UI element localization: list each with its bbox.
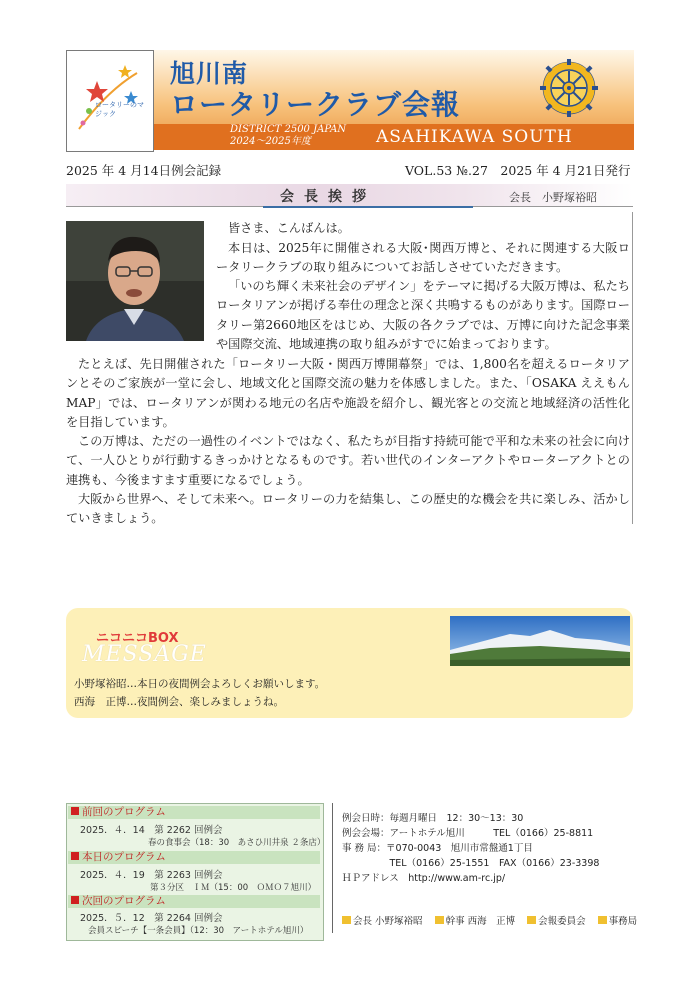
message-line: 西海 正博…夜間例会、楽しみましょうね。 [74,696,284,708]
masthead-title-line1: 旭川南 [170,59,249,88]
role-item: 会報委員会 [538,916,586,927]
square-bullet-icon [435,916,444,924]
office-phone: TEL（0166）25-1551 FAX（0166）23-3398 [342,858,600,869]
speaker-name: 会長 小野塚裕昭 [509,191,597,204]
club-logo [66,50,154,152]
square-bullet-icon [342,916,351,924]
president-photo [66,221,204,341]
section-title-underline [263,206,473,208]
rotary-wheel-icon [539,58,599,118]
greeting-paragraph: 皆さま、こんばんは。 [228,221,350,235]
program-line: 2025．４．14 第 2262 回例会 [80,825,223,836]
message-watermark: MESSAGE [82,642,207,667]
program-detail: 春の食事会（18：30 あさひ川井泉 ２条店） [148,838,326,848]
district-line1: DISTRICT 2500 JAPAN [230,124,347,135]
district-label [230,124,346,148]
program-heading-today: 本日のプログラム [68,851,320,864]
square-bullet-icon [598,916,607,924]
column-divider [632,212,633,524]
square-bullet-icon [71,896,79,904]
role-item: 幹事 西海 正博 [445,916,516,927]
meeting-record-date: 2025 年 4 月14日例会記録 [66,163,222,178]
roles-legend [342,913,637,927]
greeting-paragraph: この万博は、ただの一過性のイベントではなく、私たちが目指す持続可能で平和な未来の社会に向けて、一人ひとりが行動するきっかけとなるものです。若い世代のインターアクトやローターアクトとの連携も、今後ますます重要になるでしょう。 [66,434,630,487]
mountain-photo [450,616,630,666]
homepage-address[interactable]: ＨＰアドレス http://www.am-rc.jp/ [342,873,506,884]
message-line: 小野塚裕昭…本日の夜間例会よろしくお願いします。 [74,678,326,690]
square-bullet-icon [71,807,79,815]
program-detail: 第３分区 ＩＭ（15：00 ＯＭＯ７旭川） [150,883,317,893]
office-address: 事 務 局：〒070-0043 旭川市常盤通1丁目 [342,843,533,854]
program-heading-previous: 前回のプログラム [68,806,320,819]
club-name: ASAHIKAWA SOUTH [376,127,573,147]
masthead-title-line2: ロータリークラブ会報 [170,88,461,121]
role-item: 事務局 [608,916,638,927]
greeting-paragraph: 「いのち輝く未来社会のデザイン」をテーマに掲げる大阪万博は、私たちロータリアンが掲げる奉仕の理念と深く共鳴するものがあります。国際ロータリー第2660地区をはじめ、大阪の各クラブでは、万博に向けた記念事業や国際交流、地域連携の取り組みがすでに始まっております。 [216,279,630,352]
greeting-paragraph: 本日は、2025年に開催される大阪･関西万博と、それに関連する大阪ロータリークラブの取り組みについてお話しさせていただきます。 [216,240,630,274]
program-line: 2025．５．12 第 2264 回例会 [80,913,223,924]
program-heading-next: 次回のプログラム [68,895,320,908]
greeting-paragraph: たとえば、先日開催された「ロータリー大阪・関西万博開幕祭」では、1,800名を超えるロータリアンとそのご家族が一堂に会し、地域文化と国際交流の魅力を体感しました。また、「OSAKA ええもん MAP」では、ロータリアンが関わる地元の名店や施設を紹介し、観光客との交流と地域経済の活性化を目指しています。 [66,357,630,430]
section-title: 会長挨拶 [280,189,376,205]
district-line2: 2024～2025年度 [230,136,311,147]
info-divider [332,803,333,933]
square-bullet-icon [71,852,79,860]
greeting-paragraph: 大阪から世界へ、そして未来へ。ロータリーの力を結集し、この歴史的な機会を共に楽しみ、活かしていきましょう。 [66,492,630,526]
issue-info: VOL.53 №.27 2025 年 4 月21日発行 [405,163,631,178]
meeting-time: 例会日時：毎週月曜日 12：30～13：30 [342,813,524,824]
logo-caption: ロータリーのマジック [95,101,144,118]
role-item: 会長 小野塚裕昭 [353,916,423,927]
program-line: 2025．４．19 第 2263 回例会 [80,870,223,881]
nikoniko-title: ニコニコBOX [96,631,179,646]
square-bullet-icon [527,916,536,924]
program-detail: 会員スピーチ【一条会員】（12：30 アートホテル旭川） [88,926,309,936]
meeting-venue: 例会会場：アートホテル旭川 TEL（0166）25-8811 [342,828,594,839]
